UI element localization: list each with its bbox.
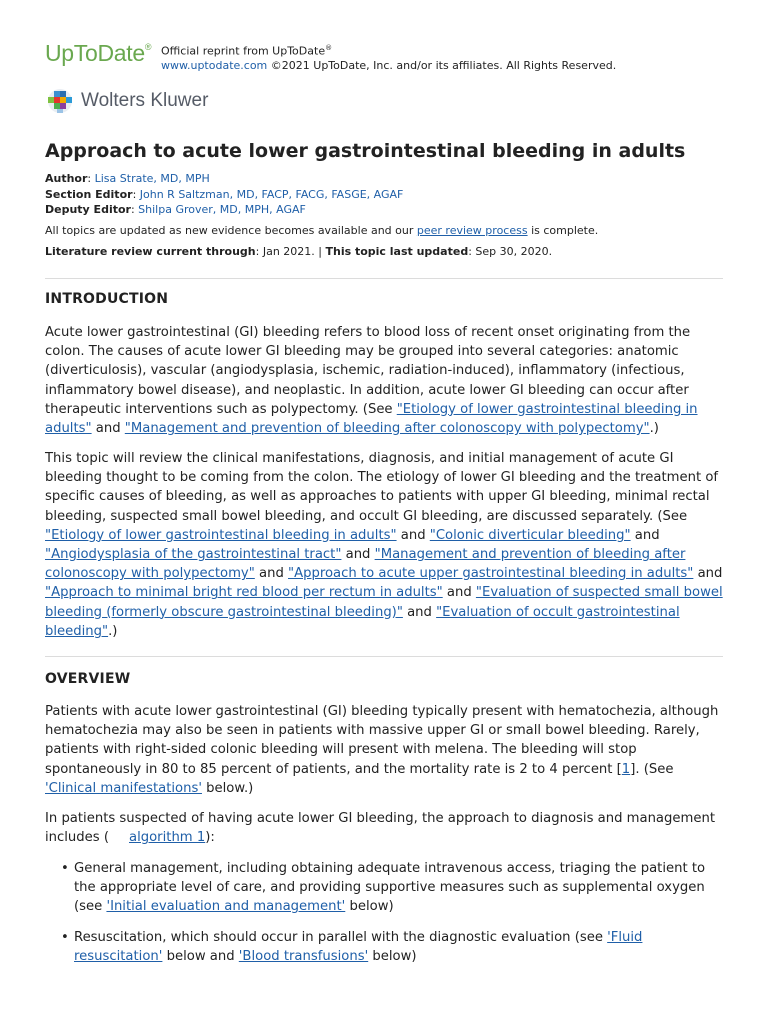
introduction-paragraph-2 xyxy=(45,449,725,641)
divider xyxy=(45,278,723,279)
intro-p2-text: This topic will review the clinical manifestations, diagnosis, and initial management of acute GI bleeding thought to be coming from the colon. The etiology of lower GI bleeding and the treatment of specific causes of bleeding, as well as approaches to patients with upper GI bleeding, minimal rectal bleeding, suspected small bowel bleeding, and occult GI bleeding, are discussed separately. (See xyxy=(45,451,719,524)
overview-p2-end: ): xyxy=(205,830,215,846)
intro-p2-and: and xyxy=(254,566,289,582)
link-colonic-diverticular[interactable]: "Colonic diverticular bleeding" xyxy=(429,527,631,543)
peer-review-link[interactable]: peer review process xyxy=(416,224,528,238)
article-meta: Author: Lisa Strate, MD, MPH Section Editor: John R Saltzman, MD, FACP, FACG, FASGE, AGAF Deputy Editor: Shilpa Grover, MD, MPH, AGAF All topics are updated as new evidence becomes available and our peer review process is complete. Literature review current through: Jan 2021. | This topic last updated: Sep 30, 2020. xyxy=(45,172,599,258)
overview-heading: OVERVIEW xyxy=(45,671,131,687)
overview-p1-text: Patients with acute lower gastrointestinal (GI) bleeding typically present with hematochezia, although hematochezia may also be seen in patients with massive upper GI or small bowel bleeding. Rarely, patients with right-sided colonic bleeding will present with melena. The bleeding will stop spontaneously in 80 to 85 percent of patients, and the mortality rate is 2 to 4 percent [ xyxy=(45,704,719,777)
reference-link-1[interactable]: 1 xyxy=(621,761,631,777)
bullet-text: below) xyxy=(368,949,417,964)
link-upper-gi-bleeding[interactable]: "Approach to acute upper gastrointestinal bleeding in adults" xyxy=(288,566,694,582)
intro-p1-and: and xyxy=(91,421,125,437)
bullet-text: General management, including obtaining adequate intravenous access, triaging the patient to the appropriate level of care, and providing supportive measures such as supplemental oxygen (see xyxy=(74,861,706,914)
overview-p2-text: In patients suspected of having acute lower GI bleeding, the approach to diagnosis and management includes ( xyxy=(45,811,715,846)
deputy-editor-label: Deputy Editor xyxy=(45,203,131,217)
introduction-paragraph-1 xyxy=(45,323,725,438)
section-editor-link[interactable]: John R Saltzman, MD, FACP, FACG, FASGE, AGAF xyxy=(139,187,404,201)
divider xyxy=(45,656,723,657)
link-small-bowel-bleeding[interactable]: "Evaluation of suspected small bowel bleeding (formerly obscure gastrointestinal bleeding)" xyxy=(45,585,723,620)
link-occult-gi-bleeding[interactable]: "Evaluation of occult gastrointestinal bleeding" xyxy=(45,604,680,639)
last-updated-label: This topic last updated xyxy=(325,244,469,258)
author-label: Author xyxy=(45,172,88,185)
link-blood-transfusions[interactable]: 'Blood transfusions' xyxy=(238,949,369,964)
overview-p1-end: below.) xyxy=(201,780,254,796)
intro-p1-text: Acute lower gastrointestinal (GI) bleeding refers to blood loss of recent onset originating from the colon. The causes of acute lower GI bleeding may be grouped into several categories: anatomic (diverticulosis), vascular (angiodysplasia, ischemic, radiation-induced), inflammatory (infectious, inflammatory bowel disease), and neoplastic. In addition, acute lower GI bleeding can occur after therapeutic interventions such as polypectomy. (See xyxy=(45,325,691,417)
link-etiology-lower-gi-2[interactable]: "Etiology of lower gastrointestinal bleeding in adults" xyxy=(45,527,397,543)
reprint-title: Official reprint from UpToDate xyxy=(161,44,326,58)
introduction-heading: INTRODUCTION xyxy=(45,291,169,307)
author-link[interactable]: Lisa Strate, MD, MPH xyxy=(94,172,210,185)
list-item xyxy=(45,928,725,966)
uptodate-logo[interactable] xyxy=(45,40,151,67)
link-clinical-manifestations[interactable]: 'Clinical manifestations' xyxy=(45,780,202,796)
overview-paragraph-1 xyxy=(45,702,725,798)
wolters-kluwer-logo xyxy=(45,88,208,114)
link-algorithm-1[interactable]: algorithm 1 xyxy=(129,830,206,846)
intro-p2-and: and xyxy=(341,547,375,563)
uptodate-logo-mark: ® xyxy=(144,42,152,52)
intro-p2-and: and xyxy=(442,585,476,601)
overview-paragraph-2 xyxy=(45,809,725,847)
wolters-kluwer-mark-icon xyxy=(45,88,75,114)
link-initial-evaluation[interactable]: 'Initial evaluation and management' xyxy=(106,899,346,914)
list-item xyxy=(45,859,725,916)
link-angiodysplasia[interactable]: "Angiodysplasia of the gastrointestinal tract" xyxy=(45,547,342,563)
link-minimal-bright-red-blood[interactable]: "Approach to minimal bright red blood per rectum in adults" xyxy=(45,585,443,601)
update-note-end: is complete. xyxy=(527,224,599,238)
overview-bullet-list xyxy=(45,859,725,978)
reprint-notice xyxy=(161,41,616,73)
intro-p2-and: and xyxy=(402,604,437,620)
article-title: Approach to acute lower gastrointestinal bleeding in adults xyxy=(45,140,686,162)
uptodate-site-link[interactable]: www.uptodate.com xyxy=(161,58,268,72)
lit-review-value: : Jan 2021. | xyxy=(255,244,326,258)
copyright-text: ©2021 UpToDate, Inc. and/or its affiliates. All Rights Reserved. xyxy=(267,58,617,72)
link-bleeding-after-polypectomy[interactable]: "Management and prevention of bleeding after colonoscopy with polypectomy" xyxy=(124,421,650,437)
bullet-text: Resuscitation, which should occur in parallel with the diagnostic evaluation (see xyxy=(74,930,608,945)
update-note: All topics are updated as new evidence becomes available and our xyxy=(45,224,417,238)
uptodate-logo-text: UpToDate xyxy=(45,40,145,66)
reprint-mark: ® xyxy=(325,44,333,52)
last-updated-value: : Sep 30, 2020. xyxy=(468,244,553,258)
intro-p1-end: .) xyxy=(649,421,659,437)
deputy-editor-link[interactable]: Shilpa Grover, MD, MPH, AGAF xyxy=(138,203,306,217)
intro-p2-and: and xyxy=(396,527,430,543)
link-fluid-resuscitation[interactable]: 'Fluid resuscitation' xyxy=(74,930,643,964)
intro-p2-end: .) xyxy=(108,623,118,639)
bullet-text: below) xyxy=(345,899,394,914)
overview-p1-mid: ]. (See xyxy=(630,761,674,777)
wolters-kluwer-text: Wolters Kluwer xyxy=(81,90,209,111)
lit-review-label: Literature review current through xyxy=(45,244,256,258)
link-bleeding-after-polypectomy-2[interactable]: "Management and prevention of bleeding after colonoscopy with polypectomy" xyxy=(45,547,686,582)
section-editor-label: Section Editor xyxy=(45,187,133,201)
intro-p2-and: and xyxy=(630,527,660,543)
link-etiology-lower-gi[interactable]: "Etiology of lower gastrointestinal bleeding in adults" xyxy=(45,401,698,437)
bullet-text: below and xyxy=(162,949,239,964)
intro-p2-and: and xyxy=(693,566,723,582)
